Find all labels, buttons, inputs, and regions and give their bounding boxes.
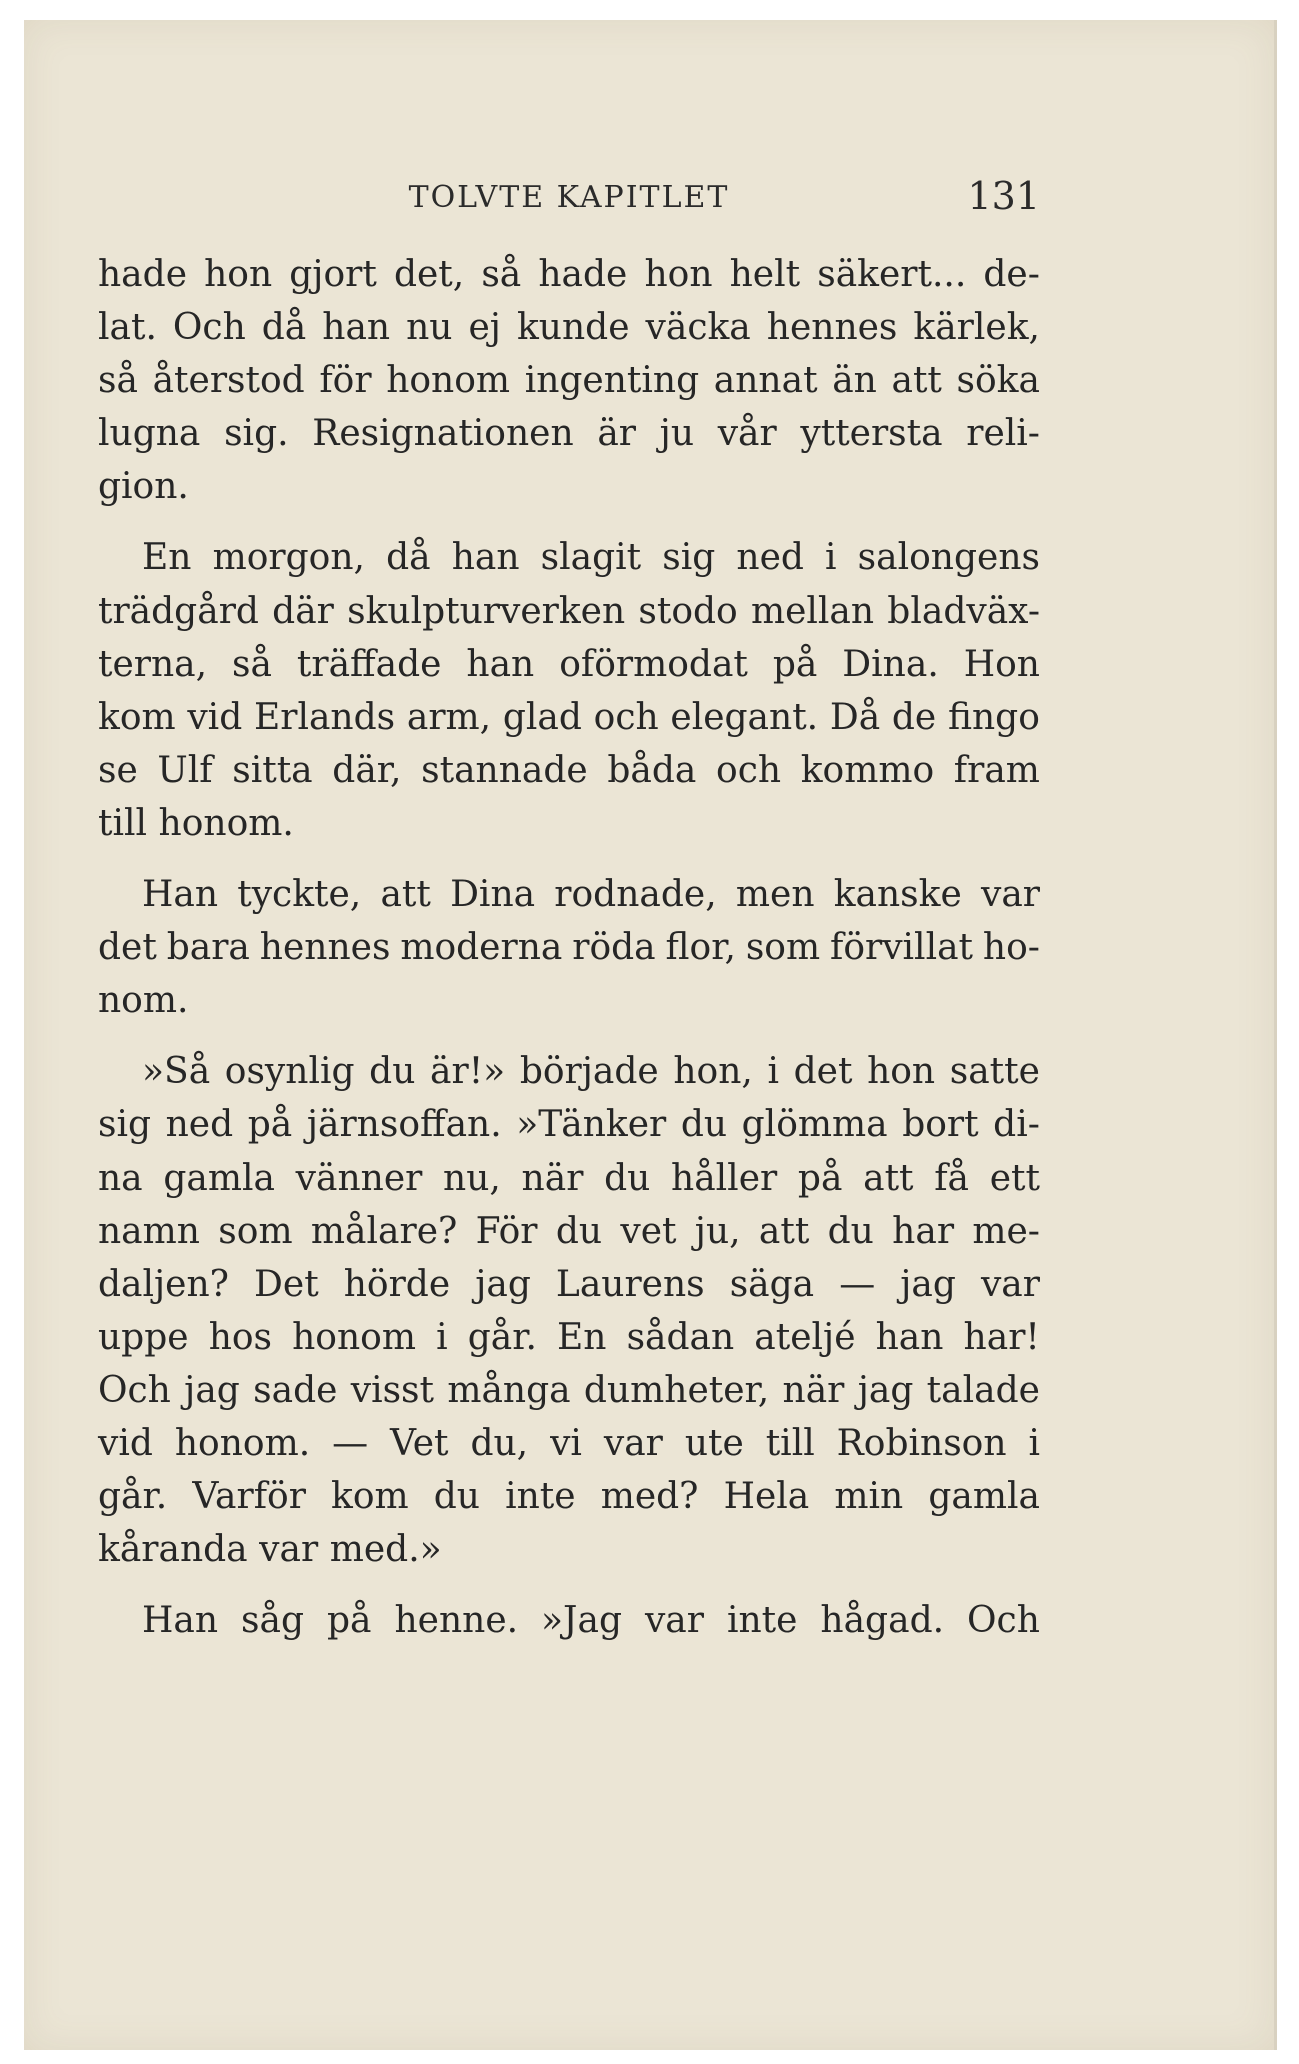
text-line: sig ned på järnsoffan. »Tänker du glömma bort di- — [98, 1104, 1040, 1146]
text-line: lugna sig. Resignationen är ju vår yttersta reli- — [98, 413, 1040, 455]
page-number: 131 — [967, 174, 1040, 218]
body-text — [98, 248, 1040, 1665]
text-line: trädgård där skulpturverken stodo mellan bladväx- — [98, 590, 1040, 632]
paragraph — [98, 248, 1040, 513]
text-line: hade hon gjort det, så hade hon helt säkert... de- — [98, 254, 1040, 295]
text-line: Och jag sade visst många dumheter, när jag talade — [98, 1369, 1040, 1411]
running-head: TOLVTE KAPITLET — [408, 180, 730, 215]
paragraph — [98, 1594, 1040, 1647]
text-line: kom vid Erlands arm, glad och elegant. Då de fingo — [98, 696, 1040, 738]
text-line: Han såg på henne. »Jag var inte hågad. Och — [142, 1600, 1040, 1642]
text-line: En morgon, då han slagit sig ned i salongens — [142, 537, 1040, 579]
text-line: går. Varför kom du inte med? Hela min gamla — [98, 1476, 1040, 1518]
text-line: namn som målare? För du vet ju, att du har me- — [98, 1210, 1040, 1252]
text-line: så återstod för honom ingenting annat än att söka — [98, 360, 1040, 402]
page-header — [98, 168, 1040, 228]
text-line: gion. — [98, 466, 189, 508]
paragraph — [98, 531, 1040, 850]
paragraph — [98, 1045, 1040, 1576]
text-line: vid honom. — Vet du, vi var ute till Robinson i — [98, 1422, 1040, 1464]
text-line: lat. Och då han nu ej kunde väcka hennes kärlek, — [98, 307, 1040, 349]
text-line: till honom. — [98, 802, 294, 844]
text-line: det bara hennes moderna röda flor, som förvillat ho- — [98, 927, 1040, 969]
text-line: na gamla vänner nu, när du håller på att få ett — [98, 1157, 1040, 1199]
text-line: nom. — [98, 980, 189, 1022]
text-line: Han tyckte, att Dina rodnade, men kanske var — [142, 874, 1040, 916]
text-line: uppe hos honom i går. En sådan ateljé han har! — [98, 1316, 1040, 1358]
text-line: daljen? Det hörde jag Laurens säga — jag var — [98, 1263, 1040, 1305]
paragraph — [98, 868, 1040, 1027]
text-line: se Ulf sitta där, stannade båda och kommo fram — [98, 749, 1040, 791]
text-line: »Så osynlig du är!» började hon, i det hon satte — [142, 1051, 1040, 1093]
text-line: terna, så träffade han oförmodat på Dina. Hon — [98, 643, 1040, 685]
text-line: kåranda var med.» — [98, 1529, 442, 1571]
